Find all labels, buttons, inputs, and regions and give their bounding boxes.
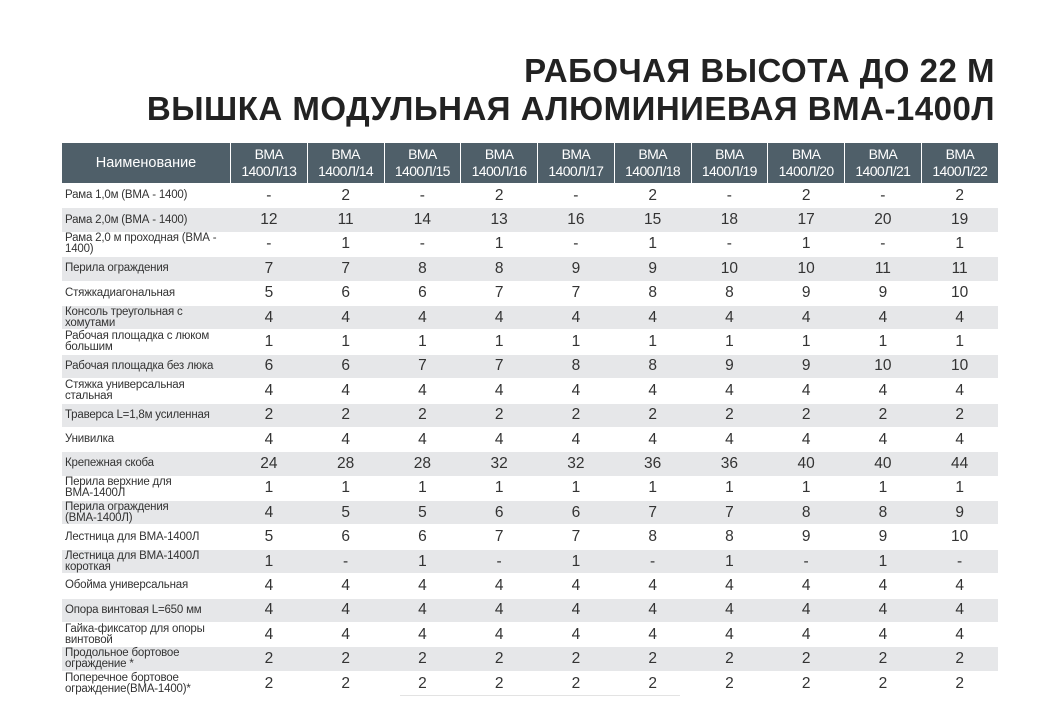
quantity-cell: 6 <box>307 354 384 378</box>
quantity-cell: 4 <box>691 598 768 622</box>
quantity-cell: 8 <box>691 525 768 549</box>
quantity-cell: 4 <box>384 574 461 598</box>
quantity-cell: 2 <box>921 647 998 671</box>
quantity-cell: 8 <box>384 257 461 281</box>
model-code: 1400Л/13 <box>241 163 297 179</box>
quantity-cell: 2 <box>538 647 615 671</box>
quantity-cell: 4 <box>231 379 308 403</box>
quantity-cell: 2 <box>384 403 461 427</box>
quantity-cell: 9 <box>768 525 845 549</box>
table-row <box>62 354 998 378</box>
item-name-cell: Траверса L=1,8м усиленная <box>62 403 231 427</box>
quantity-cell: 1 <box>614 330 691 354</box>
quantity-cell: 2 <box>921 403 998 427</box>
title-line-2: ВЫШКА МОДУЛЬНАЯ АЛЮМИНИЕВАЯ ВМА-1400Л <box>146 90 995 127</box>
quantity-cell: 2 <box>538 671 615 695</box>
quantity-cell: 2 <box>691 671 768 695</box>
quantity-cell: 6 <box>538 501 615 525</box>
quantity-cell: 1 <box>231 549 308 573</box>
quantity-cell: 36 <box>691 452 768 476</box>
table-header-row <box>62 143 998 184</box>
quantity-cell: 1 <box>845 476 922 500</box>
quantity-cell: 6 <box>461 501 538 525</box>
model-column-header <box>461 143 538 184</box>
quantity-cell: 16 <box>538 208 615 232</box>
table-row <box>62 598 998 622</box>
spec-table <box>62 143 998 695</box>
quantity-cell: 40 <box>845 452 922 476</box>
quantity-cell: 9 <box>691 354 768 378</box>
quantity-cell: 4 <box>231 427 308 451</box>
quantity-cell: 1 <box>231 330 308 354</box>
quantity-cell: 7 <box>231 257 308 281</box>
quantity-cell: 2 <box>921 671 998 695</box>
quantity-cell: 8 <box>691 281 768 305</box>
quantity-cell: 2 <box>845 671 922 695</box>
quantity-cell: 1 <box>614 232 691 256</box>
quantity-cell: 4 <box>538 598 615 622</box>
quantity-cell: - <box>384 184 461 208</box>
quantity-cell: 10 <box>921 525 998 549</box>
quantity-cell: 1 <box>307 232 384 256</box>
table-row <box>62 281 998 305</box>
quantity-cell: 28 <box>307 452 384 476</box>
quantity-cell: 7 <box>461 354 538 378</box>
quantity-cell: 4 <box>921 598 998 622</box>
model-column-header <box>307 143 384 184</box>
quantity-cell: 5 <box>231 281 308 305</box>
quantity-cell: 2 <box>538 403 615 427</box>
quantity-cell: 4 <box>538 379 615 403</box>
quantity-cell: 18 <box>691 208 768 232</box>
quantity-cell: 4 <box>768 305 845 329</box>
quantity-cell: 4 <box>384 623 461 647</box>
model-series: ВМА <box>945 146 975 162</box>
quantity-cell: 28 <box>384 452 461 476</box>
table-row <box>62 549 998 573</box>
quantity-cell: 1 <box>691 549 768 573</box>
quantity-cell: 2 <box>768 184 845 208</box>
quantity-cell: 9 <box>845 281 922 305</box>
quantity-cell: 4 <box>921 305 998 329</box>
quantity-cell: 8 <box>538 354 615 378</box>
quantity-cell: 6 <box>231 354 308 378</box>
quantity-cell: 2 <box>614 403 691 427</box>
quantity-cell: 9 <box>845 525 922 549</box>
quantity-cell: 2 <box>307 403 384 427</box>
quantity-cell: 2 <box>691 647 768 671</box>
quantity-cell: 4 <box>307 574 384 598</box>
quantity-cell: 4 <box>768 574 845 598</box>
quantity-cell: 4 <box>691 623 768 647</box>
quantity-cell: 4 <box>231 305 308 329</box>
quantity-cell: 4 <box>614 598 691 622</box>
quantity-cell: 4 <box>307 598 384 622</box>
quantity-cell: 32 <box>538 452 615 476</box>
quantity-cell: - <box>921 549 998 573</box>
quantity-cell: 1 <box>231 476 308 500</box>
item-name-cell: Крепежная скоба <box>62 452 231 476</box>
quantity-cell: 9 <box>768 281 845 305</box>
quantity-cell: 4 <box>461 305 538 329</box>
quantity-cell: 10 <box>845 354 922 378</box>
item-name-cell: Рама 2,0м (ВМА - 1400) <box>62 208 231 232</box>
quantity-cell: 1 <box>384 476 461 500</box>
quantity-cell: 8 <box>614 281 691 305</box>
table-row <box>62 623 998 647</box>
model-code: 1400Л/18 <box>625 163 681 179</box>
quantity-cell: - <box>614 549 691 573</box>
quantity-cell: 6 <box>307 281 384 305</box>
quantity-cell: - <box>538 184 615 208</box>
quantity-cell: 2 <box>461 647 538 671</box>
model-column-header <box>768 143 845 184</box>
quantity-cell: 2 <box>461 403 538 427</box>
item-name-cell: Гайка-фиксатор для опоры винтовой <box>62 623 231 647</box>
quantity-cell: 2 <box>614 671 691 695</box>
quantity-cell: 4 <box>845 305 922 329</box>
quantity-cell: 4 <box>307 305 384 329</box>
quantity-cell: 8 <box>845 501 922 525</box>
model-code: 1400Л/14 <box>318 163 374 179</box>
quantity-cell: 5 <box>384 501 461 525</box>
quantity-cell: 4 <box>691 379 768 403</box>
quantity-cell: - <box>231 232 308 256</box>
table-row <box>62 647 998 671</box>
quantity-cell: 13 <box>461 208 538 232</box>
quantity-cell: 2 <box>768 647 845 671</box>
table-row <box>62 671 998 695</box>
item-name-cell: Унивилка <box>62 427 231 451</box>
item-name-cell: Перила ограждения <box>62 257 231 281</box>
quantity-cell: 4 <box>614 379 691 403</box>
quantity-cell: 1 <box>691 476 768 500</box>
quantity-cell: 1 <box>845 330 922 354</box>
quantity-cell: - <box>461 549 538 573</box>
model-column-header <box>921 143 998 184</box>
item-name-cell: Обойма универсальная <box>62 574 231 598</box>
table-row <box>62 525 998 549</box>
quantity-cell: 11 <box>307 208 384 232</box>
quantity-cell: 9 <box>768 354 845 378</box>
quantity-cell: 9 <box>614 257 691 281</box>
quantity-cell: 20 <box>845 208 922 232</box>
quantity-cell: 2 <box>768 403 845 427</box>
quantity-cell: 4 <box>384 427 461 451</box>
quantity-cell: 4 <box>461 623 538 647</box>
model-code: 1400Л/15 <box>394 163 450 179</box>
quantity-cell: - <box>538 232 615 256</box>
quantity-cell: 2 <box>768 671 845 695</box>
quantity-cell: 4 <box>384 598 461 622</box>
table-row <box>62 257 998 281</box>
quantity-cell: 2 <box>614 647 691 671</box>
title-line-1: РАБОЧАЯ ВЫСОТА ДО 22 М <box>524 52 995 89</box>
quantity-cell: 4 <box>768 598 845 622</box>
table-row <box>62 574 998 598</box>
quantity-cell: 7 <box>461 281 538 305</box>
table-row <box>62 232 998 256</box>
quantity-cell: 4 <box>538 623 615 647</box>
quantity-cell: 2 <box>845 403 922 427</box>
quantity-cell: 9 <box>538 257 615 281</box>
table-row <box>62 476 998 500</box>
quantity-cell: - <box>845 232 922 256</box>
quantity-cell: 12 <box>231 208 308 232</box>
name-column-header: Наименование <box>62 143 231 184</box>
quantity-cell: 6 <box>384 525 461 549</box>
quantity-cell: 1 <box>307 330 384 354</box>
item-name-cell: Поперечное бортовое ограждение(ВМА-1400)* <box>62 671 231 695</box>
model-code: 1400Л/22 <box>932 163 988 179</box>
quantity-cell: 14 <box>384 208 461 232</box>
quantity-cell: 7 <box>538 281 615 305</box>
model-column-header <box>614 143 691 184</box>
quantity-cell: 1 <box>768 330 845 354</box>
quantity-cell: 2 <box>307 184 384 208</box>
quantity-cell: 11 <box>845 257 922 281</box>
quantity-cell: - <box>691 184 768 208</box>
item-name-cell: Продольное бортовое ограждение * <box>62 647 231 671</box>
item-name-cell: Лестница для ВМА-1400Л короткая <box>62 549 231 573</box>
quantity-cell: 8 <box>614 354 691 378</box>
quantity-cell: 11 <box>921 257 998 281</box>
quantity-cell: 9 <box>921 501 998 525</box>
quantity-cell: 2 <box>461 184 538 208</box>
quantity-cell: 4 <box>614 574 691 598</box>
model-series: ВМА <box>868 146 898 162</box>
quantity-cell: 2 <box>231 671 308 695</box>
quantity-cell: 8 <box>614 525 691 549</box>
table-row <box>62 379 998 403</box>
model-series: ВМА <box>791 146 821 162</box>
quantity-cell: 2 <box>231 647 308 671</box>
quantity-cell: 4 <box>614 305 691 329</box>
item-name-cell: Лестница для ВМА-1400Л <box>62 525 231 549</box>
quantity-cell: 4 <box>461 379 538 403</box>
quantity-cell: 4 <box>921 379 998 403</box>
quantity-cell: 1 <box>384 549 461 573</box>
quantity-cell: 4 <box>845 623 922 647</box>
quantity-cell: 4 <box>307 623 384 647</box>
quantity-cell: 44 <box>921 452 998 476</box>
item-name-cell: Опора винтовая L=650 мм <box>62 598 231 622</box>
quantity-cell: 4 <box>231 574 308 598</box>
quantity-cell: 2 <box>461 671 538 695</box>
quantity-cell: 2 <box>384 671 461 695</box>
quantity-cell: 1 <box>921 232 998 256</box>
quantity-cell: 4 <box>231 623 308 647</box>
quantity-cell: 2 <box>231 403 308 427</box>
model-series: ВМА <box>408 146 437 162</box>
model-column-header <box>691 143 768 184</box>
model-series: ВМА <box>715 146 744 162</box>
quantity-cell: 4 <box>231 501 308 525</box>
item-name-cell: Консоль треугольная с хомутами <box>62 305 231 329</box>
quantity-cell: 2 <box>921 184 998 208</box>
model-code: 1400Л/16 <box>471 163 527 179</box>
quantity-cell: 10 <box>921 354 998 378</box>
quantity-cell: 4 <box>921 427 998 451</box>
table-row <box>62 452 998 476</box>
model-column-header <box>231 143 308 184</box>
quantity-cell: 4 <box>921 574 998 598</box>
quantity-cell: 1 <box>384 330 461 354</box>
quantity-cell: 4 <box>461 598 538 622</box>
quantity-cell: 10 <box>921 281 998 305</box>
quantity-cell: 4 <box>845 598 922 622</box>
quantity-cell: 6 <box>307 525 384 549</box>
quantity-cell: 1 <box>921 330 998 354</box>
model-column-header <box>384 143 461 184</box>
quantity-cell: 2 <box>845 647 922 671</box>
quantity-cell: 4 <box>691 574 768 598</box>
model-series: ВМА <box>638 146 667 162</box>
table-row <box>62 427 998 451</box>
item-name-cell: Рабочая площадка без люка <box>62 354 231 378</box>
quantity-cell: 1 <box>921 476 998 500</box>
model-code: 1400Л/20 <box>778 163 834 179</box>
quantity-cell: - <box>768 549 845 573</box>
item-name-cell: Рама 1,0м (ВМА - 1400) <box>62 184 231 208</box>
quantity-cell: 4 <box>231 598 308 622</box>
table-row <box>62 501 998 525</box>
table-row <box>62 208 998 232</box>
quantity-cell: 1 <box>845 549 922 573</box>
quantity-cell: - <box>307 549 384 573</box>
quantity-cell: 4 <box>845 379 922 403</box>
quantity-cell: 4 <box>614 427 691 451</box>
quantity-cell: 4 <box>307 427 384 451</box>
quantity-cell: 1 <box>691 330 768 354</box>
quantity-cell: 7 <box>691 501 768 525</box>
quantity-cell: 5 <box>307 501 384 525</box>
table-body <box>62 184 998 696</box>
quantity-cell: 32 <box>461 452 538 476</box>
item-name-cell: Рама 2,0 м проходная (ВМА - 1400) <box>62 232 231 256</box>
quantity-cell: 1 <box>538 330 615 354</box>
quantity-cell: 4 <box>845 574 922 598</box>
quantity-cell: 4 <box>614 623 691 647</box>
table-row <box>62 403 998 427</box>
quantity-cell: 4 <box>768 379 845 403</box>
quantity-cell: 10 <box>691 257 768 281</box>
quantity-cell: 1 <box>768 476 845 500</box>
model-column-header <box>845 143 922 184</box>
quantity-cell: 19 <box>921 208 998 232</box>
quantity-cell: 4 <box>538 427 615 451</box>
quantity-cell: 2 <box>691 403 768 427</box>
quantity-cell: 4 <box>538 574 615 598</box>
model-code: 1400Л/21 <box>855 163 911 179</box>
quantity-cell: 8 <box>768 501 845 525</box>
quantity-cell: 8 <box>461 257 538 281</box>
quantity-cell: 36 <box>614 452 691 476</box>
item-name-cell: Стяжка универсальная стальная <box>62 379 231 403</box>
quantity-cell: 1 <box>614 476 691 500</box>
model-code: 1400Л/17 <box>548 163 604 179</box>
quantity-cell: 4 <box>768 427 845 451</box>
quantity-cell: 2 <box>307 671 384 695</box>
quantity-cell: 7 <box>461 525 538 549</box>
quantity-cell: 4 <box>461 574 538 598</box>
quantity-cell: 24 <box>231 452 308 476</box>
quantity-cell: 4 <box>307 379 384 403</box>
quantity-cell: - <box>691 232 768 256</box>
model-series: ВМА <box>254 146 284 162</box>
table-row <box>62 305 998 329</box>
quantity-cell: - <box>845 184 922 208</box>
quantity-cell: 2 <box>307 647 384 671</box>
item-name-cell: Рабочая площадка с люком большим <box>62 330 231 354</box>
quantity-cell: 40 <box>768 452 845 476</box>
quantity-cell: 7 <box>384 354 461 378</box>
quantity-cell: 1 <box>461 232 538 256</box>
quantity-cell: 4 <box>768 623 845 647</box>
bottom-divider <box>400 695 680 696</box>
quantity-cell: 4 <box>384 379 461 403</box>
quantity-cell: 2 <box>614 184 691 208</box>
quantity-cell: 7 <box>307 257 384 281</box>
item-name-cell: Перила верхние для ВМА-1400Л <box>62 476 231 500</box>
model-column-header <box>538 143 615 184</box>
model-series: ВМА <box>331 146 360 162</box>
quantity-cell: 15 <box>614 208 691 232</box>
table-row <box>62 330 998 354</box>
quantity-cell: 4 <box>845 427 922 451</box>
quantity-cell: 4 <box>921 623 998 647</box>
quantity-cell: 7 <box>538 525 615 549</box>
quantity-cell: 6 <box>384 281 461 305</box>
quantity-cell: 5 <box>231 525 308 549</box>
quantity-cell: 10 <box>768 257 845 281</box>
quantity-cell: 1 <box>538 549 615 573</box>
model-series: ВМА <box>561 146 591 162</box>
model-code: 1400Л/19 <box>701 163 757 179</box>
quantity-cell: 1 <box>307 476 384 500</box>
quantity-cell: 4 <box>691 305 768 329</box>
quantity-cell: 1 <box>461 476 538 500</box>
table-row <box>62 184 998 208</box>
quantity-cell: 4 <box>691 427 768 451</box>
quantity-cell: 17 <box>768 208 845 232</box>
quantity-cell: 4 <box>461 427 538 451</box>
item-name-cell: Стяжкадиагональная <box>62 281 231 305</box>
quantity-cell: 2 <box>384 647 461 671</box>
quantity-cell: 1 <box>768 232 845 256</box>
item-name-cell: Перила ограждения (ВМА-1400Л) <box>62 501 231 525</box>
quantity-cell: 7 <box>614 501 691 525</box>
quantity-cell: 4 <box>538 305 615 329</box>
model-series: ВМА <box>484 146 514 162</box>
quantity-cell: 1 <box>461 330 538 354</box>
quantity-cell: 1 <box>538 476 615 500</box>
quantity-cell: - <box>384 232 461 256</box>
quantity-cell: 4 <box>384 305 461 329</box>
quantity-cell: - <box>231 184 308 208</box>
